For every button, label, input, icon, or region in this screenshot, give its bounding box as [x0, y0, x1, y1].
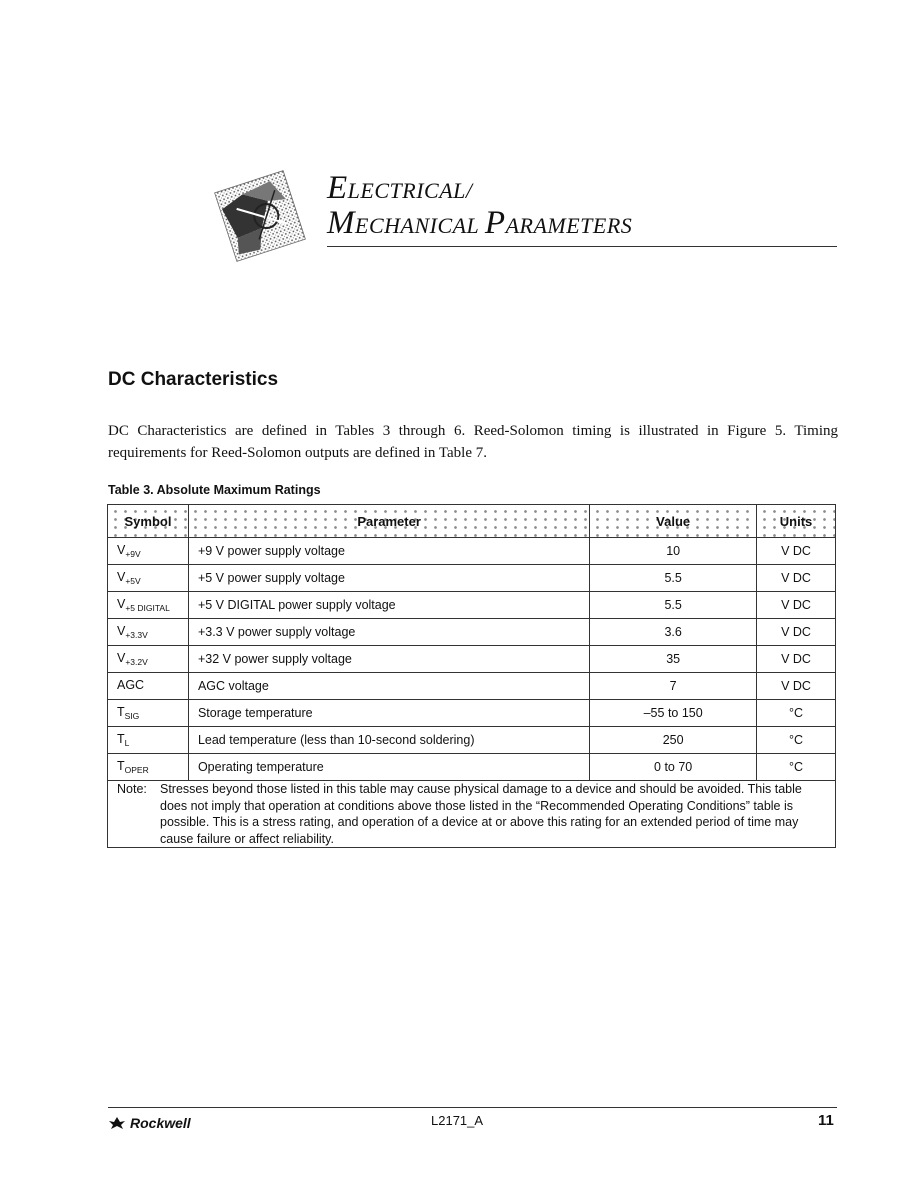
parameter-cell: +5 V DIGITAL power supply voltage: [188, 592, 589, 619]
section-heading: DC Characteristics: [108, 369, 279, 390]
table-note: [108, 781, 836, 848]
table-row: [108, 619, 836, 646]
value-cell: 0 to 70: [590, 754, 757, 781]
parameter-cell: Storage temperature: [188, 700, 589, 727]
note-label: Note:: [117, 782, 147, 796]
parameter-cell: AGC voltage: [188, 673, 589, 700]
header-value: Value: [590, 505, 757, 538]
symbol-cell: $V_{+9V}$: [108, 538, 189, 565]
symbol-cell: $T_{SIG}$: [108, 700, 189, 727]
table-row: [108, 565, 836, 592]
parameter-cell: +5 V power supply voltage: [188, 565, 589, 592]
symbol-cell: $T_{OPER}$: [108, 754, 189, 781]
chapter-title-line-2: MECHANICAL PARAMETERS: [327, 205, 633, 241]
value-cell: 5.5: [590, 592, 757, 619]
symbol-cell: $V_{+3.2V}$: [108, 646, 189, 673]
value-cell: 35: [590, 646, 757, 673]
intro-paragraph: DC Characteristics are defined in Tables 3 through 6. Reed-Solomon timing is illustrated in Figure 5. Timing requirements for Reed-Solomon outputs are defined in Table 7.: [108, 423, 838, 461]
header-symbol: Symbol: [108, 505, 189, 538]
footer-rule: [108, 1107, 837, 1108]
units-cell: V DC: [757, 673, 836, 700]
table-row: [108, 754, 836, 781]
table-row: [108, 727, 836, 754]
symbol-cell: $T_L$: [108, 727, 189, 754]
table-caption: Table 3. Absolute Maximum Ratings: [108, 483, 321, 497]
table-row: [108, 700, 836, 727]
chapter-title-rule: [327, 246, 837, 247]
chapter-logo-icon: [210, 168, 310, 264]
units-cell: V DC: [757, 565, 836, 592]
parameter-cell: Operating temperature: [188, 754, 589, 781]
units-cell: °C: [757, 727, 836, 754]
table-header-row: [108, 505, 836, 538]
symbol-cell: AGC: [108, 673, 189, 700]
symbol-cell: $V_{+3.3V}$: [108, 619, 189, 646]
absolute-max-ratings-table: [107, 504, 836, 848]
chapter-title: [327, 172, 837, 242]
symbol-cell: $V_{+5V}$: [108, 565, 189, 592]
table-row: [108, 646, 836, 673]
value-cell: 10: [590, 538, 757, 565]
symbol-cell: $V_{+5 DIGITAL}$: [108, 592, 189, 619]
header-parameter: Parameter: [188, 505, 589, 538]
table-row: [108, 538, 836, 565]
units-cell: V DC: [757, 592, 836, 619]
footer-page-number: 11: [818, 1112, 834, 1129]
value-cell: –55 to 150: [590, 700, 757, 727]
footer-brand: [108, 1115, 191, 1131]
units-cell: V DC: [757, 619, 836, 646]
parameter-cell: +32 V power supply voltage: [188, 646, 589, 673]
units-cell: °C: [757, 754, 836, 781]
footer-brand-name: Rockwell: [130, 1115, 191, 1131]
value-cell: 5.5: [590, 565, 757, 592]
parameter-cell: +3.3 V power supply voltage: [188, 619, 589, 646]
units-cell: V DC: [757, 646, 836, 673]
footer-doc-id: L2171_A: [431, 1113, 484, 1128]
table-row: [108, 592, 836, 619]
rockwell-logo-icon: [108, 1116, 126, 1130]
units-cell: °C: [757, 700, 836, 727]
header-units: Units: [757, 505, 836, 538]
table-note-row: [108, 781, 836, 848]
value-cell: 3.6: [590, 619, 757, 646]
table-row: [108, 673, 836, 700]
value-cell: 7: [590, 673, 757, 700]
units-cell: V DC: [757, 538, 836, 565]
note-text: Stresses beyond those listed in this table may cause physical damage to a device and should be avoided. This table does not imply that operation at conditions above those listed in the “Recommended Operating Conditions” table is possible. This is a stress rating, and operation of a device at or above this rating for an extended period of time may cause failure or affect reliability.: [160, 782, 802, 846]
value-cell: 250: [590, 727, 757, 754]
parameter-cell: +9 V power supply voltage: [188, 538, 589, 565]
parameter-cell: Lead temperature (less than 10-second soldering): [188, 727, 589, 754]
chapter-title-line-1: ELECTRICAL/: [327, 170, 473, 206]
